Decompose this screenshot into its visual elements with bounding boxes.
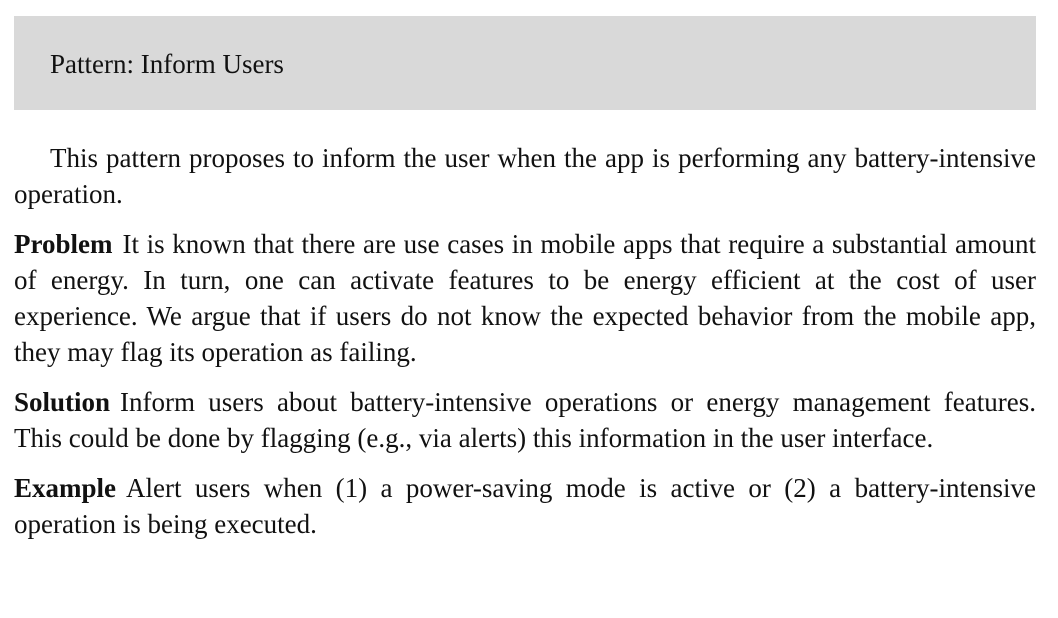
problem-paragraph (14, 226, 1036, 370)
pattern-header-box (14, 16, 1036, 110)
solution-text: Inform users about battery-intensive operations or energy management features. This could be done by flagging (e.g., via alerts) this information in the user interface. (14, 387, 1036, 453)
problem-text: It is known that there are use cases in mobile apps that require a substantial amount of energy. In turn, one can activate features to be energy efficient at the cost of user experience. We argue that if users do not know the expected behavior from the mobile app, they may flag its operation as failing. (14, 229, 1036, 367)
problem-label: Problem (14, 229, 113, 259)
intro-paragraph: This pattern proposes to inform the user when the app is performing any battery-intensive operation. (14, 143, 1036, 209)
example-paragraph (14, 470, 1036, 542)
solution-paragraph (14, 384, 1036, 456)
pattern-title: Pattern: Inform Users (50, 49, 284, 79)
example-label: Example (14, 473, 117, 503)
example-text: Alert users when (1) a power-saving mode is active or (2) a battery-intensive operation is being executed. (14, 473, 1036, 539)
pattern-body (14, 140, 1036, 556)
solution-label: Solution (14, 387, 111, 417)
